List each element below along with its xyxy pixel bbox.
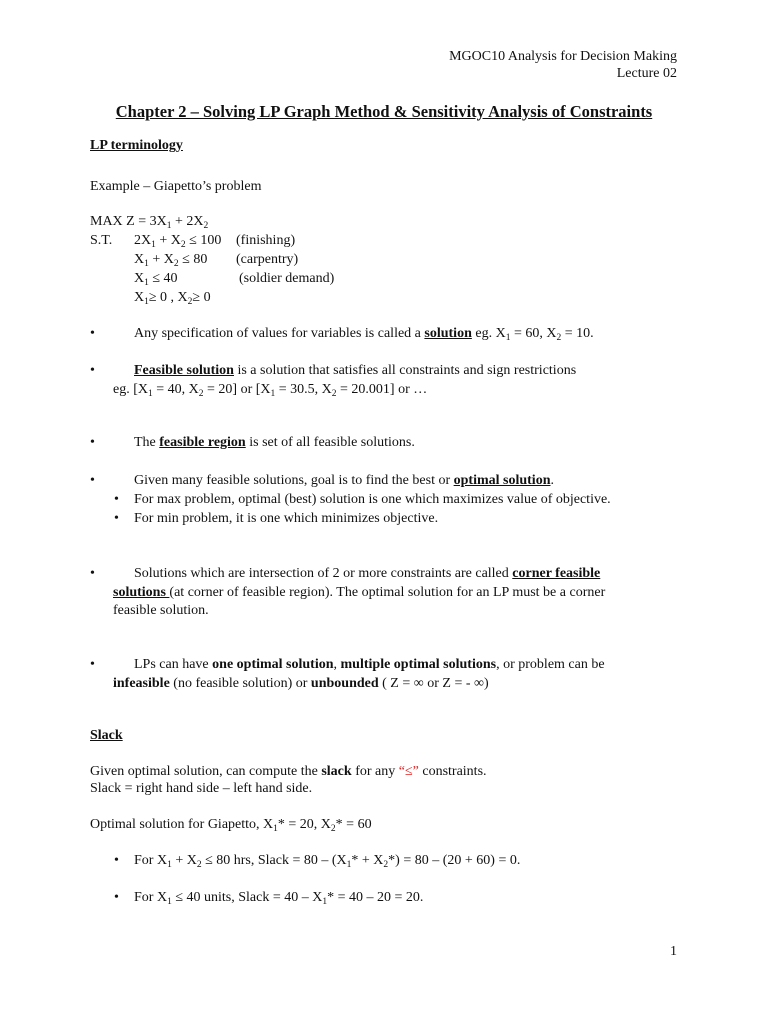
bullet-icon: • [90, 326, 95, 341]
bullet-corner: Solutions which are intersection of 2 or more constraints are called corner feasible [134, 566, 601, 581]
section-heading-slack: Slack [90, 728, 123, 743]
bullet-feasible-example: eg. [$X_1 = 40$, $X_2 = 20$] or [$X_1 = 30.5$, $X_2 = 20.001$] or … [113, 382, 428, 399]
slack-line1: Given optimal solution, can compute the slack for any “≤” constraints. [90, 764, 487, 779]
st-label: S.T. [90, 233, 113, 248]
bullet-icon: • [90, 657, 95, 672]
page-title: Chapter 2 – Solving LP Graph Method & Sensitivity Analysis of Constraints [115, 102, 653, 121]
slack-line2: Slack = right hand side – left hand side. [90, 781, 313, 796]
constraint-finishing-note: (finishing) [236, 233, 296, 248]
bullet-icon: • [90, 363, 95, 378]
page-number: 1 [670, 944, 677, 959]
objective-function: MAX $Z = 3X_1 + 2X_2$ [90, 214, 209, 231]
sub-bullet-min: For min problem, it is one which minimizes objective. [134, 511, 439, 526]
bullet-lp-types: LPs can have one optimal solution, multiple optimal solutions, or problem can be [134, 657, 605, 672]
slack-bullet-demand: For $X_1 \le 40$ units, Slack = $40 - X_1* = 40 - 20 = 20$. [134, 890, 424, 907]
sub-bullet-icon: • [114, 511, 119, 526]
bullet-optimal: Given many feasible solutions, goal is to find the best or optimal solution. [134, 473, 554, 488]
slack-bullet-carpentry: For $X_1 + X_2 \le 80$ hrs, Slack = $80 - (X_1* + X_2*) = 80 - (20 + 60) = 0$. [134, 853, 521, 870]
section-heading-lp-terminology: LP terminology [90, 138, 183, 153]
bullet-icon: • [114, 890, 119, 905]
bullet-icon: • [90, 473, 95, 488]
course-header: MGOC10 Analysis for Decision Making [449, 49, 677, 64]
bullet-feasible-region: The feasible region is set of all feasible solutions. [134, 435, 415, 450]
bullet-corner-line3: feasible solution. [113, 603, 209, 618]
bullet-icon: • [114, 853, 119, 868]
constraint-soldier-note: (soldier demand) [239, 271, 335, 286]
example-line: Example – Giapetto’s problem [90, 179, 262, 194]
sub-bullet-icon: • [114, 492, 119, 507]
bullet-feasible: Feasible solution is a solution that satisfies all constraints and sign restrictions [134, 363, 577, 378]
constraint-sign: $X_1\ge 0$ , $X_2\ge 0$ [134, 290, 211, 307]
constraint-carpentry: $X_1 + X_2 \le 80$ [134, 252, 208, 269]
bullet-icon: • [90, 435, 95, 450]
lecture-header: Lecture 02 [616, 66, 677, 81]
optimal-solution-line: Optimal solution for Giapetto, $X_1* = 20$, $X_2* = 60$ [90, 817, 372, 834]
sub-bullet-max: For max problem, optimal (best) solution is one which maximizes value of objective. [134, 492, 611, 507]
constraint-carpentry-note: (carpentry) [236, 252, 299, 267]
constraint-soldier: $X_1 \le 40$ [134, 271, 178, 288]
bullet-lp-types-line2: infeasible (no feasible solution) or unbounded ( Z = ∞ or Z = - ∞) [113, 676, 489, 691]
bullet-solution: Any specification of values for variables is called a solution eg. $X_1 = 60$, $X_2 = 10$. [134, 326, 594, 343]
bullet-icon: • [90, 566, 95, 581]
bullet-corner-line2: solutions (at corner of feasible region). The optimal solution for an LP must be a corner [113, 585, 606, 600]
constraint-finishing: $2X_1 + X_2 \le 100$ [134, 233, 222, 250]
